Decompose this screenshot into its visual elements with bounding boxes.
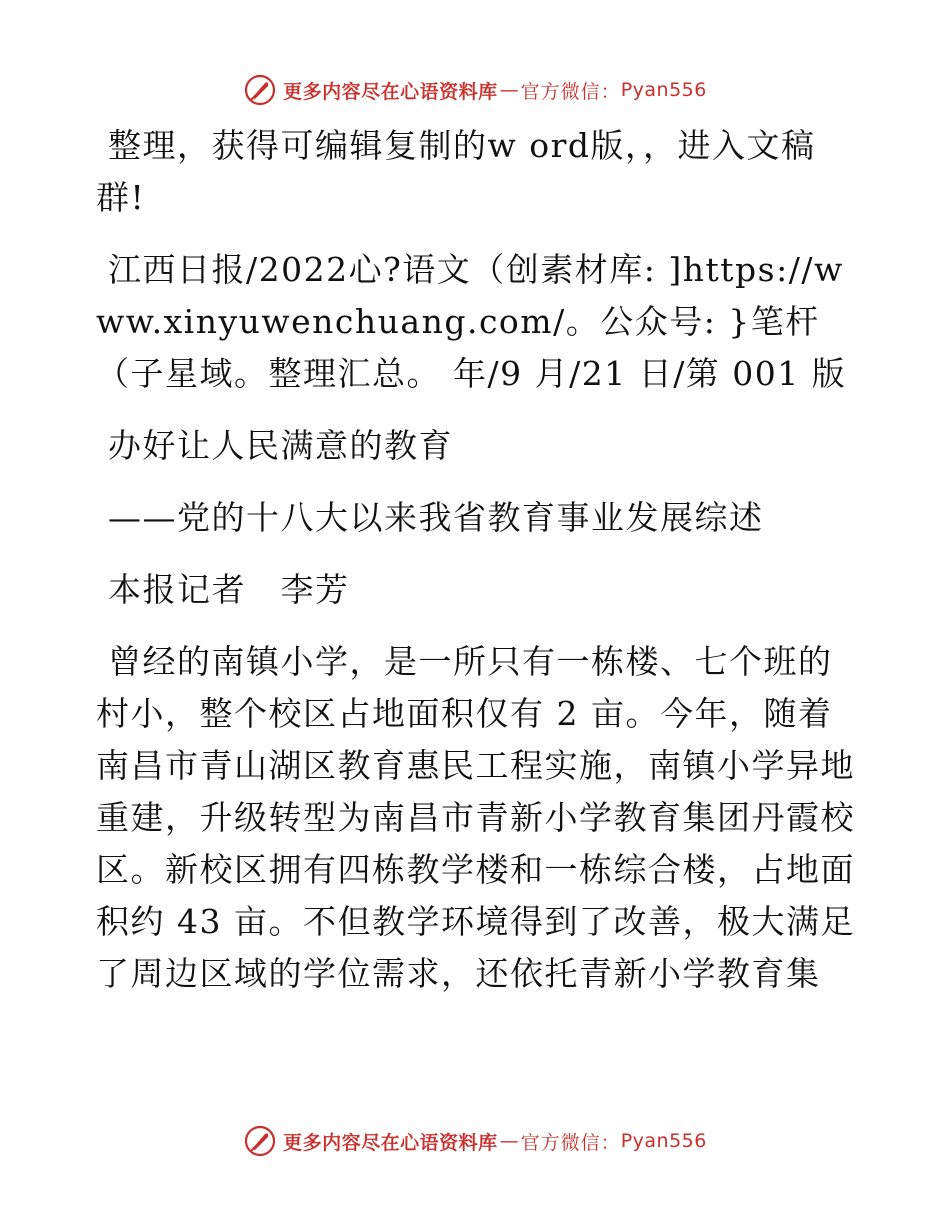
watermark-wechat-id: Pyan556	[620, 79, 707, 101]
footer-watermark	[0, 1121, 950, 1161]
article-byline: 本报记者 李芳	[108, 570, 350, 609]
paragraph-source: 江西日报/2022心?语文（创素材库: ]https://www.xinyuwenchuang.com/。公众号: }笔杆（子星域。整理汇总。 年/9 月/21 日/第 001 版	[96, 250, 847, 393]
watermark-brand: 更多内容尽在心语资料库	[283, 80, 498, 103]
article-subtitle: ——党的十八大以来我省教育事业发展综述	[108, 498, 764, 537]
quill-logo-icon	[243, 1124, 277, 1158]
paragraph-intro: 整理，获得可编辑复制的w ord版，，进入文稿群!	[96, 126, 816, 217]
watermark-wechat-label: 官方微信：	[520, 1131, 621, 1154]
header-watermark	[0, 70, 950, 110]
article-title: 办好让人民满意的教育	[108, 426, 453, 465]
watermark-wechat-label: 官方微信：	[520, 80, 621, 103]
watermark-brand: 更多内容尽在心语资料库	[283, 1131, 498, 1154]
paragraph-body: 曾经的南镇小学，是一所只有一栋楼、七个班的村小，整个校区占地面积仅有 2 亩。今年，随着南昌市青山湖区教育惠民工程实施，南镇小学异地重建，升级转型为南昌市青新小学教育集团丹霞校区。新校区拥有四栋教学楼和一栋综合楼，占地面积约 43 亩。不但教学环境得到了改善，极大满足了周边区域的学位需求，还依托青新小学教育集	[96, 642, 855, 993]
watermark-wechat-id: Pyan556	[620, 1130, 707, 1152]
document-body	[96, 120, 856, 1020]
quill-logo-icon	[243, 73, 277, 107]
watermark-separator: —	[499, 79, 519, 101]
watermark-separator: —	[499, 1130, 519, 1152]
